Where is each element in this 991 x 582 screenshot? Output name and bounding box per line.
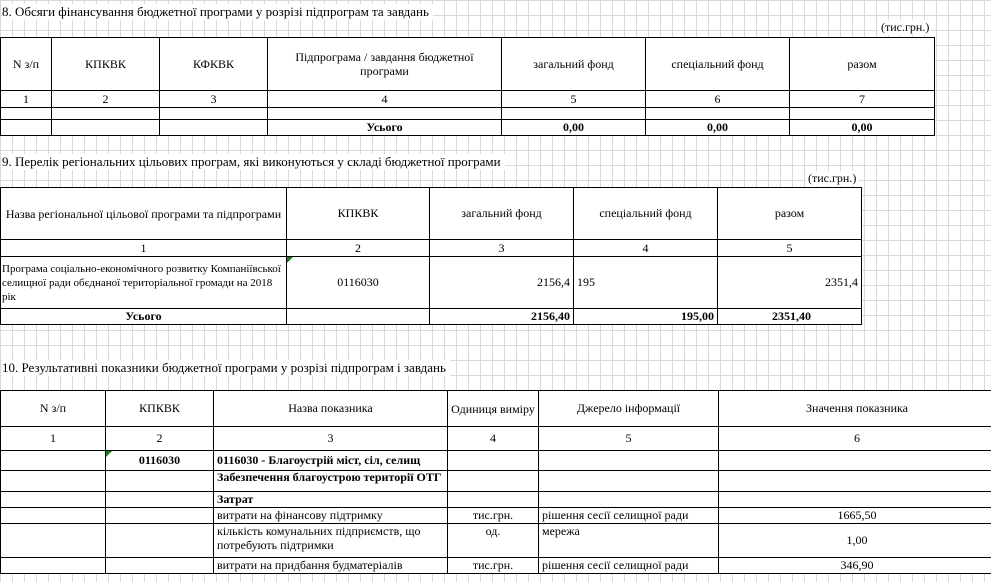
section8-empty-row (1, 108, 935, 120)
s10-h-num: N з/п (1, 391, 106, 427)
section9-title: 9. Перелік регіональних цільових програм, які виконуються у складі бюджетної програми (2, 154, 505, 170)
s10-row2-unit: од. (448, 524, 539, 558)
s8-h-kfkvk: КФКВК (160, 38, 268, 91)
s10-n5: 5 (539, 427, 719, 451)
s9-n1: 1 (1, 240, 287, 257)
s8-h-general: загальний фонд (502, 38, 646, 91)
s9-program-kpkvk: 0116030 (287, 257, 430, 309)
s9-h-kpkvk: КПКВК (287, 188, 430, 240)
s8-h-num: N з/п (1, 38, 52, 91)
section10-task-row (1, 471, 991, 492)
section9-header-row (1, 188, 862, 240)
section8-total-row (1, 120, 935, 136)
s8-total-sum: 0,00 (790, 120, 935, 136)
s10-row3-name: витрати на придбання будматеріалів (214, 558, 448, 574)
table-row (1, 558, 991, 574)
s10-kpkvk: 0116030 (106, 451, 214, 471)
s9-total-sum: 2351,40 (718, 309, 862, 325)
s9-n4: 4 (574, 240, 718, 257)
s9-n2: 2 (287, 240, 430, 257)
s10-program-name: 0116030 - Благоустрій міст, сіл, селищ (214, 451, 448, 471)
s8-h-kpkvk: КПКВК (52, 38, 160, 91)
s9-h-special: спеціальний фонд (574, 188, 718, 240)
s8-n7: 7 (790, 91, 935, 108)
section8-number-row (1, 91, 935, 108)
s10-h-source: Джерело інформації (539, 391, 719, 427)
section9-program-row (1, 257, 862, 309)
s8-n5: 5 (502, 91, 646, 108)
s10-h-kpkvk: КПКВК (106, 391, 214, 427)
s8-h-subprogram: Підпрограма / завдання бюджетної програми (268, 38, 502, 91)
s10-task: Забезпечення благоустрою території ОТГ (214, 471, 448, 492)
s8-n4: 4 (268, 91, 502, 108)
s9-program-total: 2351,4 (718, 257, 862, 309)
s8-n3: 3 (160, 91, 268, 108)
section10-program-row (1, 451, 991, 471)
s10-n6: 6 (719, 427, 991, 451)
s10-row1-source: рішення сесії селищної ради (539, 508, 719, 524)
s8-n1: 1 (1, 91, 52, 108)
s9-n3: 3 (430, 240, 574, 257)
s9-total-label: Усього (1, 309, 287, 325)
s10-row2-name: кількість комунальних підприємств, що потребують підтримки (214, 524, 448, 558)
s10-n2: 2 (106, 427, 214, 451)
s9-h-general: загальний фонд (430, 188, 574, 240)
s10-row3-unit: тис.грн. (448, 558, 539, 574)
s10-row3-source: рішення сесії селищної ради (539, 558, 719, 574)
s9-program-general: 2156,4 (430, 257, 574, 309)
s9-program-name: Програма соціально-економічного розвитку Компаніївської селищної ради обєднаної територіальної громади на 2018 рік (1, 257, 287, 309)
s10-row2-source: мережа (539, 524, 719, 558)
s8-h-special: спеціальний фонд (646, 38, 790, 91)
s9-h-total: разом (718, 188, 862, 240)
section8-table (0, 37, 935, 136)
section9-total-row (1, 309, 862, 325)
s9-h-name: Назва регіональної цільової програми та підпрограми (1, 188, 287, 240)
s8-total-label: Усього (268, 120, 502, 136)
table-row (1, 524, 991, 558)
s8-total-general: 0,00 (502, 120, 646, 136)
s10-n3: 3 (214, 427, 448, 451)
s9-n5: 5 (718, 240, 862, 257)
section10-header-row (1, 391, 991, 427)
s8-n2: 2 (52, 91, 160, 108)
section10-table (0, 390, 991, 574)
section9-number-row (1, 240, 862, 257)
table-row (1, 508, 991, 524)
s10-h-value: Значення показника (719, 391, 991, 427)
s9-program-special: 195 (574, 257, 718, 309)
section8-header-row (1, 38, 935, 91)
s10-n4: 4 (448, 427, 539, 451)
section10-title: 10. Результативні показники бюджетної програми у розрізі підпрограм і завдань (2, 360, 450, 376)
section10-group-row (1, 492, 991, 508)
section9-unit: (тис.грн.) (808, 171, 857, 185)
s10-group: Затрат (214, 492, 448, 508)
s10-row2-value: 1,00 (719, 524, 991, 558)
s8-total-special: 0,00 (646, 120, 790, 136)
s10-h-unit: Одиниця виміру (448, 391, 539, 427)
s10-row1-name: витрати на фінансову підтримку (214, 508, 448, 524)
s8-n6: 6 (646, 91, 790, 108)
section10-number-row (1, 427, 991, 451)
s10-n1: 1 (1, 427, 106, 451)
section8-unit: (тис.грн.) (881, 20, 930, 34)
s10-row1-unit: тис.грн. (448, 508, 539, 524)
s10-row1-value: 1665,50 (719, 508, 991, 524)
s10-h-name: Назва показника (214, 391, 448, 427)
section9-table (0, 187, 862, 325)
s9-total-general: 2156,40 (430, 309, 574, 325)
s9-total-special: 195,00 (574, 309, 718, 325)
s8-h-total: разом (790, 38, 935, 91)
section8-title: 8. Обсяги фінансування бюджетної програми у розрізі підпрограм та завдань (2, 4, 433, 20)
s10-row3-value: 346,90 (719, 558, 991, 574)
